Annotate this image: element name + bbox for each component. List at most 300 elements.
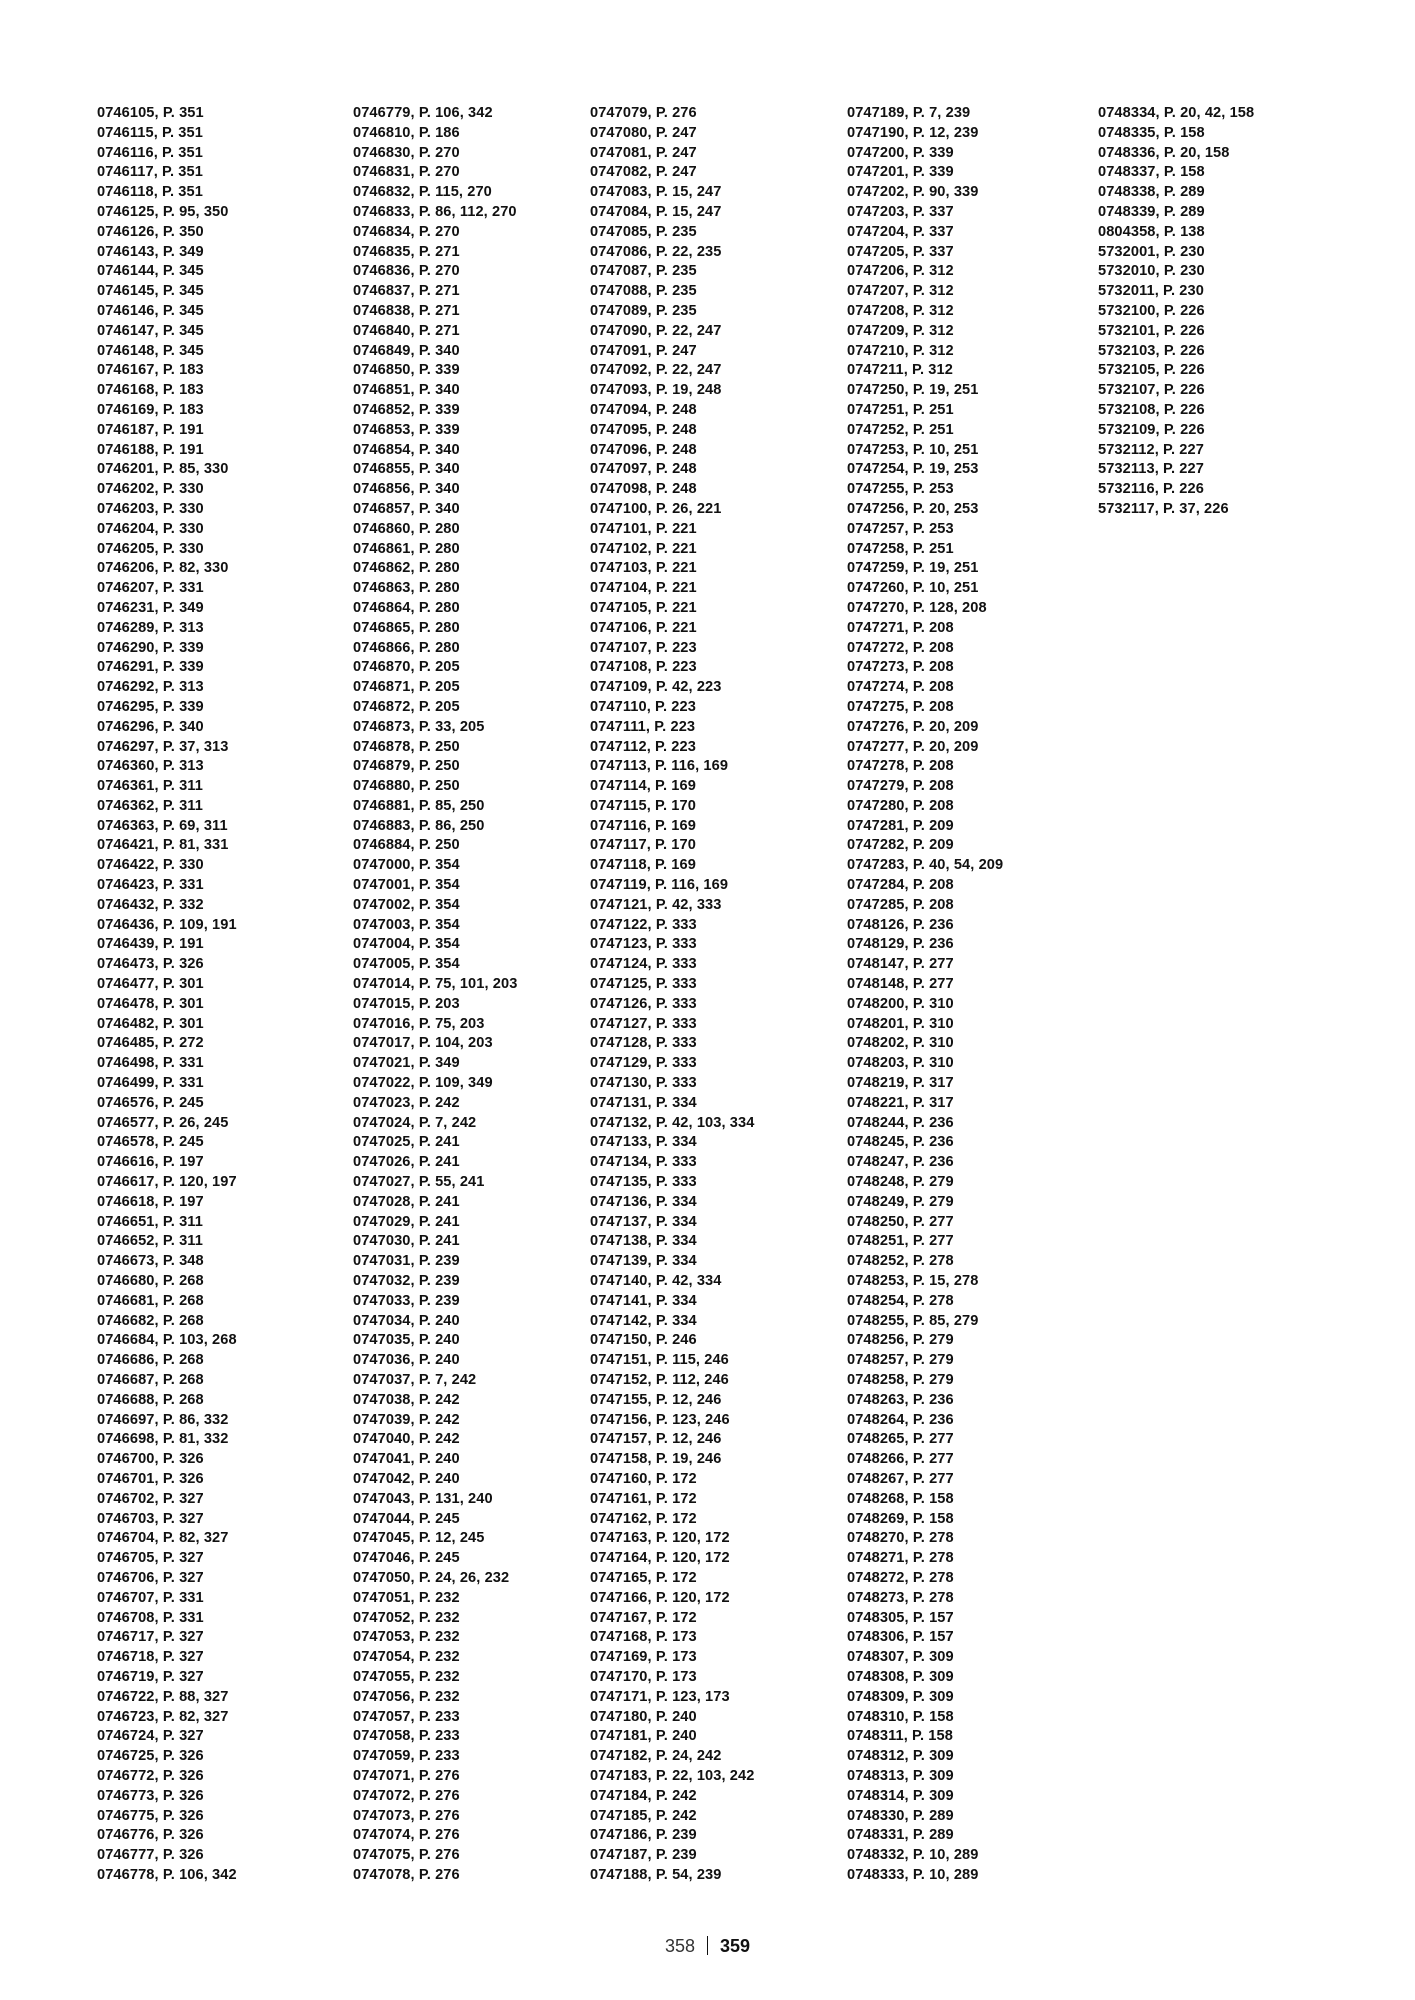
index-entry: 0747168, P. 173 xyxy=(590,1629,697,1646)
index-entry: 0746478, P. 301 xyxy=(97,995,204,1012)
index-entry: 0748339, P. 289 xyxy=(1098,203,1205,220)
index-entry: 0747118, P. 169 xyxy=(590,857,696,874)
index-entry: 0748219, P. 317 xyxy=(847,1075,954,1092)
left-page-number: 358 xyxy=(664,1936,695,1956)
index-entry: 0747157, P. 12, 246 xyxy=(590,1431,722,1448)
index-entry: 0746775, P. 326 xyxy=(97,1807,204,1824)
index-entry: 0747081, P. 247 xyxy=(590,144,697,161)
index-entry: 0746292, P. 313 xyxy=(97,679,204,696)
index-entry: 0747129, P. 333 xyxy=(590,1055,697,1072)
index-entry: 0747072, P. 276 xyxy=(353,1787,460,1804)
index-entry: 0747116, P. 169 xyxy=(590,817,696,834)
index-entry: 0747128, P. 333 xyxy=(590,1035,697,1052)
index-entry: 0747189, P. 7, 239 xyxy=(847,105,971,121)
index-entry: 0748201, P. 310 xyxy=(847,1015,954,1032)
index-entry: 0748308, P. 309 xyxy=(847,1668,954,1685)
index-entry: 0747277, P. 20, 209 xyxy=(847,738,979,755)
index-entry: 0746684, P. 103, 268 xyxy=(97,1332,237,1349)
index-entry: 0747094, P. 248 xyxy=(590,401,697,418)
index-entry: 0748202, P. 310 xyxy=(847,1035,954,1052)
index-entry: 0748200, P. 310 xyxy=(847,995,954,1012)
index-entry: 0747030, P. 241 xyxy=(353,1233,460,1250)
index-entry: 0748252, P. 278 xyxy=(847,1253,954,1270)
index-entry: 0746698, P. 81, 332 xyxy=(97,1431,229,1448)
index-entry: 0747279, P. 208 xyxy=(847,778,954,795)
index-entry: 0747031, P. 239 xyxy=(353,1253,460,1270)
index-entry: 0746295, P. 339 xyxy=(97,698,204,715)
index-entry: 0748309, P. 309 xyxy=(847,1688,954,1705)
index-entry: 0747027, P. 55, 241 xyxy=(353,1174,485,1191)
index-entry: 0748250, P. 277 xyxy=(847,1213,954,1230)
index-entry: 0747273, P. 208 xyxy=(847,659,954,676)
index-entry: 0747209, P. 312 xyxy=(847,322,954,339)
index-entry: 0748251, P. 277 xyxy=(847,1233,954,1250)
index-entry: 0748221, P. 317 xyxy=(847,1094,954,1111)
index-entry: 0748336, P. 20, 158 xyxy=(1098,144,1230,161)
index-entry: 0746851, P. 340 xyxy=(353,382,460,399)
index-entry: 0746708, P. 331 xyxy=(97,1609,204,1626)
index-entry: 0747100, P. 26, 221 xyxy=(590,500,722,517)
index-entry: 0746717, P. 327 xyxy=(97,1629,204,1646)
index-entry: 0747071, P. 276 xyxy=(353,1767,460,1784)
index-entry: 0746145, P. 345 xyxy=(97,283,204,300)
index-entry: 0747260, P. 10, 251 xyxy=(847,580,979,597)
index-entry: 0747086, P. 22, 235 xyxy=(590,243,722,260)
index-entry: 0746850, P. 339 xyxy=(353,362,460,379)
index-entry: 0747190, P. 12, 239 xyxy=(847,124,979,141)
index-entry: 0748265, P. 277 xyxy=(847,1431,954,1448)
index-entry: 0747043, P. 131, 240 xyxy=(353,1490,493,1507)
index-entry: 0747097, P. 248 xyxy=(590,461,697,478)
index-entry: 0746837, P. 271 xyxy=(353,283,460,300)
index-entry: 0747253, P. 10, 251 xyxy=(847,441,979,458)
index-entry: 0747276, P. 20, 209 xyxy=(847,718,979,735)
index-entry: 0747113, P. 116, 169 xyxy=(590,758,729,775)
index-entry: 0746863, P. 280 xyxy=(353,580,460,597)
index-entry: 0747058, P. 233 xyxy=(353,1728,460,1745)
index-entry: 0746686, P. 268 xyxy=(97,1352,204,1369)
index-entry: 0746168, P. 183 xyxy=(97,382,204,399)
index-entry: 0747105, P. 221 xyxy=(590,599,697,616)
index-entry: 0746576, P. 245 xyxy=(97,1094,204,1111)
index-entry: 0746436, P. 109, 191 xyxy=(97,916,237,933)
index-entry: 0748248, P. 279 xyxy=(847,1174,954,1191)
index-entry: 0747125, P. 333 xyxy=(590,976,697,993)
index-entry: 5732117, P. 37, 226 xyxy=(1098,500,1229,517)
index-entry: 0746831, P. 270 xyxy=(353,164,460,181)
index-entry: 0746682, P. 268 xyxy=(97,1312,204,1329)
index-entry: 0747272, P. 208 xyxy=(847,639,954,656)
index-entry: 0748245, P. 236 xyxy=(847,1134,954,1151)
index-entry: 0748269, P. 158 xyxy=(847,1510,954,1527)
index-entry: 0747082, P. 247 xyxy=(590,164,697,181)
index-entry: 0747021, P. 349 xyxy=(353,1055,460,1072)
index-entry: 0747282, P. 209 xyxy=(847,837,954,854)
index-entry: 0747127, P. 333 xyxy=(590,1015,697,1032)
index-entry: 0747045, P. 12, 245 xyxy=(353,1530,485,1547)
index-entry: 0746704, P. 82, 327 xyxy=(97,1530,229,1547)
index-entry: 0747259, P. 19, 251 xyxy=(847,560,979,577)
index-entry: 0748255, P. 85, 279 xyxy=(847,1312,979,1329)
index-entry: 0747169, P. 173 xyxy=(590,1649,697,1666)
index-entry: 0747200, P. 339 xyxy=(847,144,954,161)
index-entry: 0747078, P. 276 xyxy=(353,1866,460,1883)
index-entry: 0747106, P. 221 xyxy=(590,619,697,636)
index-entry: 0747165, P. 172 xyxy=(590,1569,697,1586)
index-entry: 0746439, P. 191 xyxy=(97,936,204,953)
index-entry: 0746838, P. 271 xyxy=(353,302,460,319)
index-entry: 0746362, P. 311 xyxy=(97,797,203,814)
index-entry: 0746681, P. 268 xyxy=(97,1292,204,1309)
index-entry: 0747033, P. 239 xyxy=(353,1292,460,1309)
index-entry: 0746618, P. 197 xyxy=(97,1193,204,1210)
index-entry: 0746865, P. 280 xyxy=(353,619,460,636)
index-entry: 0747109, P. 42, 223 xyxy=(590,679,722,696)
index-entry: 0747180, P. 240 xyxy=(590,1708,697,1725)
index-entry: 0746705, P. 327 xyxy=(97,1550,204,1567)
index-entry: 0746485, P. 272 xyxy=(97,1035,204,1052)
index-entry: 0746616, P. 197 xyxy=(97,1154,204,1171)
index-entry: 0748335, P. 158 xyxy=(1098,124,1205,141)
index-entry: 0746879, P. 250 xyxy=(353,758,460,775)
index-entry: 0747134, P. 333 xyxy=(590,1154,697,1171)
index-entry: 0747036, P. 240 xyxy=(353,1352,460,1369)
index-entry: 0747140, P. 42, 334 xyxy=(590,1273,722,1290)
index-entry: 0748249, P. 279 xyxy=(847,1193,954,1210)
index-entry: 0746115, P. 351 xyxy=(97,124,203,141)
index-entry: 0746201, P. 85, 330 xyxy=(97,461,229,478)
index-entry: 0747085, P. 235 xyxy=(590,223,697,240)
index-entry: 0746296, P. 340 xyxy=(97,718,204,735)
index-entry: 0747205, P. 337 xyxy=(847,243,954,260)
index-entry: 0748271, P. 278 xyxy=(847,1550,954,1567)
index-entry: 0746577, P. 26, 245 xyxy=(97,1114,229,1131)
index-entry: 0746360, P. 313 xyxy=(97,758,204,775)
index-entry: 0747000, P. 354 xyxy=(353,857,460,874)
index-entry: 0747074, P. 276 xyxy=(353,1827,460,1844)
index-entry: 0747091, P. 247 xyxy=(590,342,697,359)
index-entry: 0748337, P. 158 xyxy=(1098,164,1205,181)
index-entry: 0746148, P. 345 xyxy=(97,342,204,359)
index-entry: 0748330, P. 289 xyxy=(847,1807,954,1824)
index-entry: 0748267, P. 277 xyxy=(847,1470,954,1487)
index-entry: 0747181, P. 240 xyxy=(590,1728,697,1745)
index-entry: 0747280, P. 208 xyxy=(847,797,954,814)
index-entry: 0747122, P. 333 xyxy=(590,916,697,933)
index-entry: 0747088, P. 235 xyxy=(590,283,697,300)
index-entry: 0746187, P. 191 xyxy=(97,421,204,438)
index-entry: 0747170, P. 173 xyxy=(590,1668,697,1685)
index-entry: 0746701, P. 326 xyxy=(97,1470,204,1487)
index-entry: 5732107, P. 226 xyxy=(1098,382,1205,399)
index-entry: 0747182, P. 24, 242 xyxy=(590,1748,722,1765)
index-entry: 0747184, P. 242 xyxy=(590,1787,697,1804)
index-entry: 0746864, P. 280 xyxy=(353,599,460,616)
index-entry: 0746205, P. 330 xyxy=(97,540,204,557)
index-entry: 0746870, P. 205 xyxy=(353,659,460,676)
index-entry: 0746777, P. 326 xyxy=(97,1847,204,1864)
index-entry: 0746688, P. 268 xyxy=(97,1391,204,1408)
index-entry: 0747003, P. 354 xyxy=(353,916,460,933)
index-entry: 0746482, P. 301 xyxy=(97,1015,204,1032)
index-entry: 0748338, P. 289 xyxy=(1098,184,1205,201)
index-entry: 0747117, P. 170 xyxy=(590,837,696,854)
index-entry: 0747208, P. 312 xyxy=(847,302,954,319)
index-entry: 0748257, P. 279 xyxy=(847,1352,954,1369)
index-entry: 0747139, P. 334 xyxy=(590,1253,697,1270)
index-entry: 0748311, P. 158 xyxy=(847,1728,953,1745)
index-entry: 0747187, P. 239 xyxy=(590,1847,697,1864)
index-column-2 xyxy=(353,104,517,1886)
index-entry: 0747250, P. 19, 251 xyxy=(847,382,979,399)
index-entry: 0747111, P. 223 xyxy=(590,718,696,735)
index-entry: 0747095, P. 248 xyxy=(590,421,697,438)
index-entry: 0747015, P. 203 xyxy=(353,995,460,1012)
index-entry: 0746617, P. 120, 197 xyxy=(97,1174,237,1191)
index-entry: 0748334, P. 20, 42, 158 xyxy=(1098,105,1255,121)
index-entry: 0746289, P. 313 xyxy=(97,619,204,636)
index-entry: 0747281, P. 209 xyxy=(847,817,954,834)
index-entry: 0748270, P. 278 xyxy=(847,1530,954,1547)
index-entry: 0746146, P. 345 xyxy=(97,302,204,319)
index-entry: 0747114, P. 169 xyxy=(590,778,696,795)
index-entry: 0747270, P. 128, 208 xyxy=(847,599,987,616)
index-entry: 0747101, P. 221 xyxy=(590,520,697,537)
index-entry: 0746116, P. 351 xyxy=(97,144,203,161)
index-entry: 0748264, P. 236 xyxy=(847,1411,954,1428)
index-entry: 0746167, P. 183 xyxy=(97,362,204,379)
index-entry: 0747160, P. 172 xyxy=(590,1470,697,1487)
index-entry: 0747254, P. 19, 253 xyxy=(847,461,979,478)
index-entry: 0746432, P. 332 xyxy=(97,896,204,913)
index-entry: 0747098, P. 248 xyxy=(590,481,697,498)
index-entry: 0747038, P. 242 xyxy=(353,1391,460,1408)
index-entry: 0746884, P. 250 xyxy=(353,837,460,854)
index-entry: 0748312, P. 309 xyxy=(847,1748,954,1765)
index-entry: 0747112, P. 223 xyxy=(590,738,696,755)
index-entry: 0746207, P. 331 xyxy=(97,580,204,597)
index-entry: 0746297, P. 37, 313 xyxy=(97,738,229,755)
index-entry: 0747044, P. 245 xyxy=(353,1510,460,1527)
index-entry: 0747285, P. 208 xyxy=(847,896,954,913)
index-entry: 0746361, P. 311 xyxy=(97,778,203,795)
index-entry: 0747151, P. 115, 246 xyxy=(590,1352,729,1369)
index-entry: 0747275, P. 208 xyxy=(847,698,954,715)
index-entry: 0747138, P. 334 xyxy=(590,1233,697,1250)
index-entry: 0747185, P. 242 xyxy=(590,1807,697,1824)
index-entry: 5732101, P. 226 xyxy=(1098,322,1205,339)
index-entry: 0747162, P. 172 xyxy=(590,1510,697,1527)
index-entry: 0747093, P. 19, 248 xyxy=(590,382,722,399)
index-entry: 0746700, P. 326 xyxy=(97,1451,204,1468)
index-entry: 0746866, P. 280 xyxy=(353,639,460,656)
index-entry: 0747035, P. 240 xyxy=(353,1332,460,1349)
index-entry: 0746687, P. 268 xyxy=(97,1372,204,1388)
index-entry: 0746880, P. 250 xyxy=(353,778,460,795)
index-entry: 0747023, P. 242 xyxy=(353,1094,460,1111)
index-entry: 0747046, P. 245 xyxy=(353,1550,460,1567)
index-entry: 0746651, P. 311 xyxy=(97,1213,203,1230)
index-entry: 0748126, P. 236 xyxy=(847,916,954,933)
index-entry: 0746719, P. 327 xyxy=(97,1668,204,1685)
index-entry: 0746855, P. 340 xyxy=(353,461,460,478)
index-entry: 0747135, P. 333 xyxy=(590,1174,697,1191)
index-entry: 0746144, P. 345 xyxy=(97,263,204,280)
index-entry: 0747001, P. 354 xyxy=(353,877,460,894)
index-entry: 0747201, P. 339 xyxy=(847,164,954,181)
index-entry: 0746852, P. 339 xyxy=(353,401,460,418)
index-entry: 0747133, P. 334 xyxy=(590,1134,697,1151)
index-entry: 0747055, P. 232 xyxy=(353,1668,460,1685)
index-entry: 0747131, P. 334 xyxy=(590,1094,697,1111)
index-entry: 0747150, P. 246 xyxy=(590,1332,697,1349)
index-entry: 0747037, P. 7, 242 xyxy=(353,1372,477,1388)
index-entry: 0747161, P. 172 xyxy=(590,1490,697,1507)
index-column-4 xyxy=(847,104,1003,1886)
index-entry: 0747102, P. 221 xyxy=(590,540,697,557)
index-entry: 0747017, P. 104, 203 xyxy=(353,1035,493,1052)
index-entry: 0746725, P. 326 xyxy=(97,1748,204,1765)
index-entry: 0748272, P. 278 xyxy=(847,1569,954,1586)
index-entry: 0746883, P. 86, 250 xyxy=(353,817,485,834)
index-entry: 0746578, P. 245 xyxy=(97,1134,204,1151)
index-entry: 0746857, P. 340 xyxy=(353,500,460,517)
index-entry: 0747186, P. 239 xyxy=(590,1827,697,1844)
index-entry: 0746849, P. 340 xyxy=(353,342,460,359)
index-entry: 0747203, P. 337 xyxy=(847,203,954,220)
index-entry: 0747084, P. 15, 247 xyxy=(590,203,722,220)
index-entry: 0746776, P. 326 xyxy=(97,1827,204,1844)
index-entry: 0747137, P. 334 xyxy=(590,1213,697,1230)
index-entry: 0747202, P. 90, 339 xyxy=(847,184,979,201)
index-entry: 0746830, P. 270 xyxy=(353,144,460,161)
index-entry: 0748258, P. 279 xyxy=(847,1372,954,1388)
index-entry: 0746836, P. 270 xyxy=(353,263,460,280)
index-entry: 0747040, P. 242 xyxy=(353,1431,460,1448)
index-entry: 0747050, P. 24, 26, 232 xyxy=(353,1569,510,1586)
index-entry: 0746473, P. 326 xyxy=(97,956,204,973)
index-entry: 0747155, P. 12, 246 xyxy=(590,1391,722,1408)
index-entry: 0748256, P. 279 xyxy=(847,1332,954,1349)
index-entry: 0748148, P. 277 xyxy=(847,976,954,993)
index-entry: 0747052, P. 232 xyxy=(353,1609,460,1626)
index-entry: 0747142, P. 334 xyxy=(590,1312,697,1329)
index-entry: 0747028, P. 241 xyxy=(353,1193,460,1210)
index-column-1 xyxy=(97,104,237,1886)
index-entry: 0746206, P. 82, 330 xyxy=(97,560,229,577)
index-entry: 0747210, P. 312 xyxy=(847,342,954,359)
index-entry: 0746773, P. 326 xyxy=(97,1787,204,1804)
index-entry: 0746203, P. 330 xyxy=(97,500,204,517)
index-entry: 0746834, P. 270 xyxy=(353,223,460,240)
index-entry: 0746832, P. 115, 270 xyxy=(353,184,492,201)
index-entry: 0747171, P. 123, 173 xyxy=(590,1688,730,1705)
index-entry: 0746707, P. 331 xyxy=(97,1589,204,1606)
index-entry: 0746680, P. 268 xyxy=(97,1273,204,1290)
index-entry: 0748306, P. 157 xyxy=(847,1629,954,1646)
index-entry: 0747132, P. 42, 103, 334 xyxy=(590,1114,755,1131)
index-entry: 0747283, P. 40, 54, 209 xyxy=(847,857,1004,874)
index-entry: 0746499, P. 331 xyxy=(97,1075,204,1092)
index-entry: 0748129, P. 236 xyxy=(847,936,954,953)
index-entry: 0747123, P. 333 xyxy=(590,936,697,953)
index-entry: 0746117, P. 351 xyxy=(97,164,203,181)
index-entry: 0746724, P. 327 xyxy=(97,1728,204,1745)
index-entry: 0746231, P. 349 xyxy=(97,599,204,616)
index-entry: 0746202, P. 330 xyxy=(97,481,204,498)
index-entry: 0747274, P. 208 xyxy=(847,679,954,696)
index-entry: 5732100, P. 226 xyxy=(1098,302,1205,319)
index-entry: 0747032, P. 239 xyxy=(353,1273,460,1290)
index-entry: 0747252, P. 251 xyxy=(847,421,954,438)
index-entry: 0748331, P. 289 xyxy=(847,1827,954,1844)
index-entry: 0747110, P. 223 xyxy=(590,698,696,715)
index-entry: 0747014, P. 75, 101, 203 xyxy=(353,976,518,993)
index-entry: 0746873, P. 33, 205 xyxy=(353,718,485,735)
index-entry: 0747278, P. 208 xyxy=(847,758,954,775)
index-entry: 0747092, P. 22, 247 xyxy=(590,362,722,379)
index-entry: 0746723, P. 82, 327 xyxy=(97,1708,229,1725)
index-entry: 0747073, P. 276 xyxy=(353,1807,460,1824)
index-entry: 0747090, P. 22, 247 xyxy=(590,322,722,339)
index-entry: 0746706, P. 327 xyxy=(97,1569,204,1586)
index-entry: 0747104, P. 221 xyxy=(590,580,697,597)
index-entry: 0746703, P. 327 xyxy=(97,1510,204,1527)
page-footer xyxy=(0,1934,1415,1958)
index-entry: 0746290, P. 339 xyxy=(97,639,204,656)
index-entry: 0747051, P. 232 xyxy=(353,1589,460,1606)
index-entry: 0747089, P. 235 xyxy=(590,302,697,319)
index-entry: 0746862, P. 280 xyxy=(353,560,460,577)
index-entry: 0747136, P. 334 xyxy=(590,1193,697,1210)
index-entry: 0746118, P. 351 xyxy=(97,184,203,201)
index-entry: 0748254, P. 278 xyxy=(847,1292,954,1309)
index-entry: 0746673, P. 348 xyxy=(97,1253,204,1270)
index-entry: 0746421, P. 81, 331 xyxy=(97,837,229,854)
index-entry: 0747053, P. 232 xyxy=(353,1629,460,1646)
index-entry: 0747108, P. 223 xyxy=(590,659,697,676)
page-number-separator xyxy=(707,1936,708,1955)
index-column-5 xyxy=(1098,104,1254,520)
index-entry: 0747251, P. 251 xyxy=(847,401,954,418)
index-entry: 0804358, P. 138 xyxy=(1098,223,1205,240)
index-entry: 0748307, P. 309 xyxy=(847,1649,954,1666)
index-entry: 0747284, P. 208 xyxy=(847,877,954,894)
index-entry: 5732112, P. 227 xyxy=(1098,441,1204,458)
index-entry: 0746363, P. 69, 311 xyxy=(97,817,228,834)
index-entry: 0747164, P. 120, 172 xyxy=(590,1550,730,1567)
index-entry: 0746422, P. 330 xyxy=(97,857,204,874)
index-entry: 0747039, P. 242 xyxy=(353,1411,460,1428)
index-entry: 0748244, P. 236 xyxy=(847,1114,954,1131)
index-entry: 0746861, P. 280 xyxy=(353,540,460,557)
index-entry: 0746291, P. 339 xyxy=(97,659,204,676)
index-entry: 0746169, P. 183 xyxy=(97,401,204,418)
index-entry: 0748263, P. 236 xyxy=(847,1391,954,1408)
index-entry: 0746722, P. 88, 327 xyxy=(97,1688,229,1705)
index-entry: 5732105, P. 226 xyxy=(1098,362,1205,379)
index-entry: 0747016, P. 75, 203 xyxy=(353,1015,485,1032)
index-entry: 0748310, P. 158 xyxy=(847,1708,954,1725)
index-entry: 0746143, P. 349 xyxy=(97,243,204,260)
index-entry: 0747026, P. 241 xyxy=(353,1154,460,1171)
index-entry: 0747183, P. 22, 103, 242 xyxy=(590,1767,755,1784)
index-column-3 xyxy=(590,104,754,1886)
index-entry: 0746126, P. 350 xyxy=(97,223,204,240)
index-entry: 0747059, P. 233 xyxy=(353,1748,460,1765)
index-entry: 0748247, P. 236 xyxy=(847,1154,954,1171)
index-entry: 0747130, P. 333 xyxy=(590,1075,697,1092)
